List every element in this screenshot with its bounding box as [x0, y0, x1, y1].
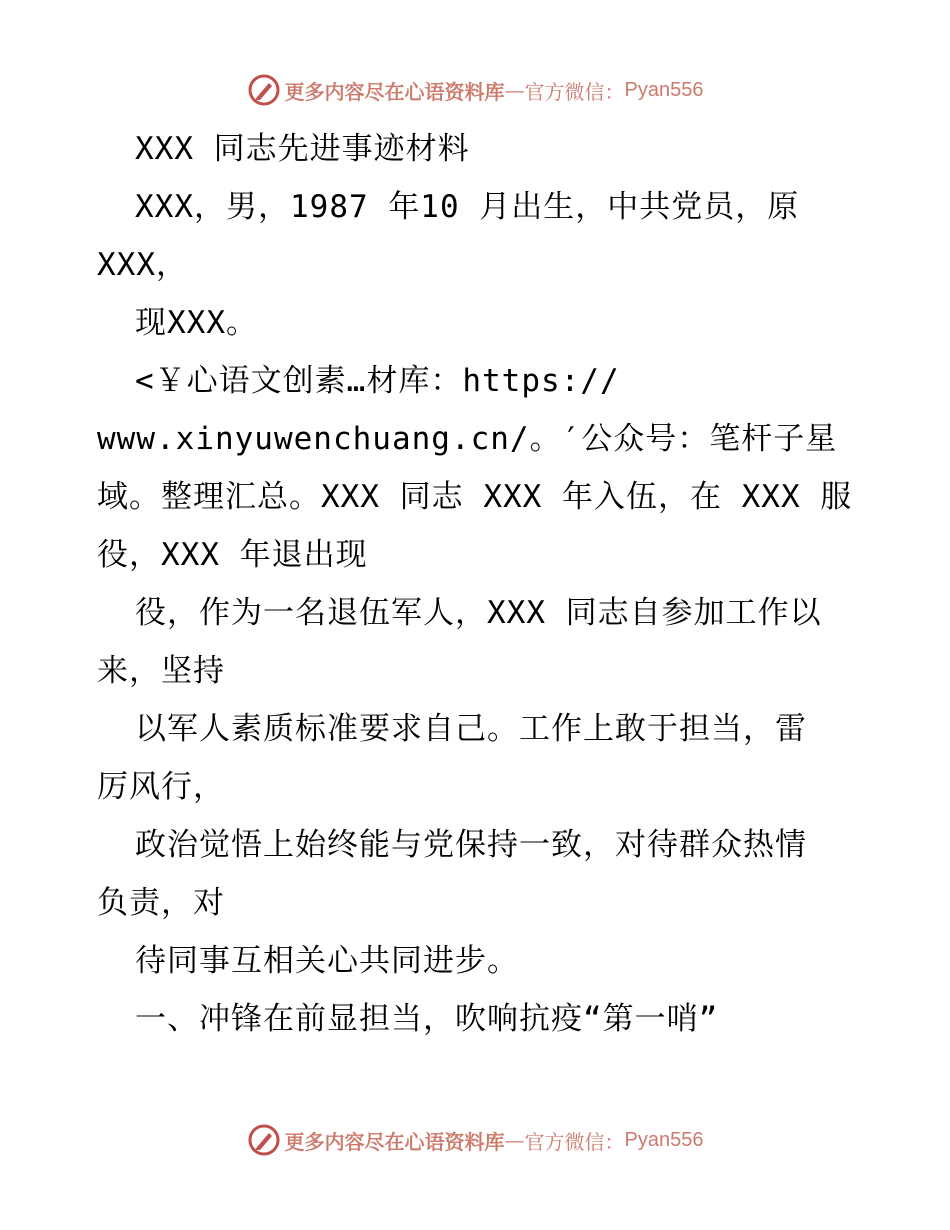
banner-wechat-label: 官方微信：: [524, 1129, 625, 1154]
document-line: 现XXX。: [135, 305, 258, 341]
footer-banner: [0, 1120, 950, 1160]
document-body: [97, 120, 867, 1048]
document-line: 来，坚持: [97, 653, 225, 689]
document-line: 役，XXX 年退出现: [97, 537, 368, 573]
document-line: 负责，对: [97, 885, 225, 921]
document-line: XXX，: [97, 247, 188, 283]
document-line: 一、冲锋在前显担当，吹响抗疫“第一哨”: [135, 1001, 719, 1037]
document-line: 厉风行，: [97, 769, 225, 805]
document-line: 政治觉悟上始终能与党保持一致，对待群众热情: [135, 827, 807, 863]
banner-text: 更多内容尽在心语资料库: [284, 1129, 505, 1154]
document-line: 域。整理汇总。XXX 同志 XXX 年入伍，在 XXX 服: [97, 479, 853, 515]
banner-wechat-id: Pyan556: [624, 78, 704, 101]
document-line: 以军人素质标准要求自己。工作上敢于担当，雷: [135, 711, 807, 747]
document-line: 役，作为一名退伍军人，XXX 同志自参加工作以: [135, 595, 822, 631]
banner-dash: —: [504, 78, 525, 102]
document-line: 待同事互相关心共同进步。: [135, 943, 519, 979]
banner-wechat-label: 官方微信：: [524, 79, 625, 104]
document-line: <￥心语文创素…材库：https://: [135, 363, 620, 399]
header-banner: [0, 70, 950, 110]
banner-wechat-id: Pyan556: [624, 1128, 704, 1151]
document-line: www.xinyuwenchuang.cn/。′公众号：笔杆子星: [97, 421, 838, 457]
document-line: XXX 同志先进事迹材料: [135, 131, 470, 167]
banner-dash: —: [504, 1128, 525, 1152]
pen-logo-icon: [247, 1123, 281, 1157]
document-line: XXX，男，1987 年10 月出生，中共党员，原: [135, 189, 800, 225]
pen-logo-icon: [247, 73, 281, 107]
banner-text: 更多内容尽在心语资料库: [284, 79, 505, 104]
